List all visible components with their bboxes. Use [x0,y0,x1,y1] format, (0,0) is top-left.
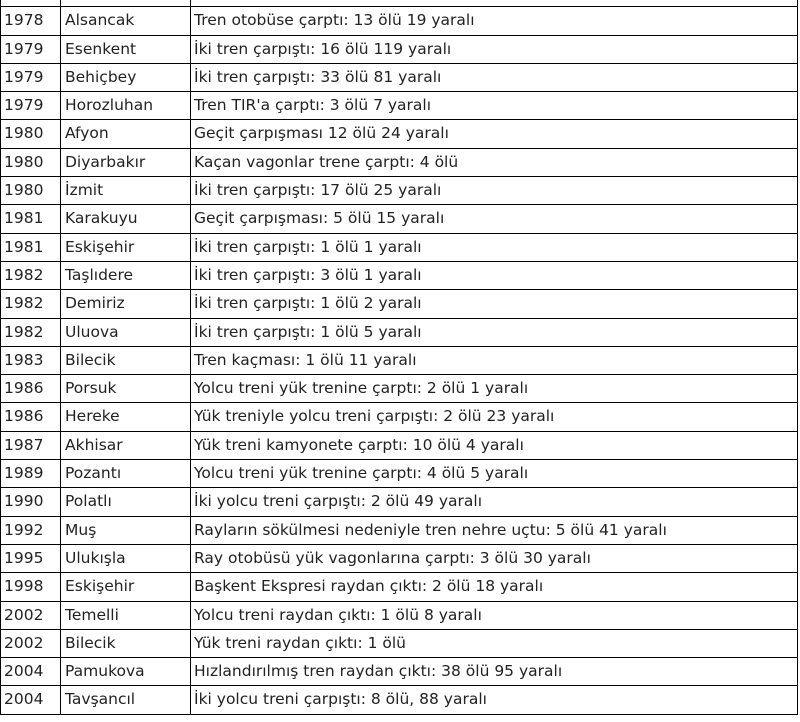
location-cell: Afyon [61,120,191,148]
event-cell: Başkent Ekspresi raydan çıktı: 2 ölü 18 yaralı [191,573,798,601]
location-cell: Bilecik [61,629,191,657]
table-row [1,488,798,516]
location-cell: Akhisar [61,431,191,459]
year-cell: 2004 [1,658,61,686]
event-cell: Yolcu treni yük trenine çarptı: 4 ölü 5 yaralı [191,460,798,488]
table-row [1,629,798,657]
table-row [1,120,798,148]
location-cell: Behiçbey [61,63,191,91]
year-cell: 1978 [1,7,61,35]
event-cell: Tren kaçması: 1 ölü 11 yaralı [191,346,798,374]
location-cell: İzmit [61,177,191,205]
year-cell: 2004 [1,686,61,714]
location-cell: Eskişehir [61,573,191,601]
table-row [1,573,798,601]
year-cell: 1979 [1,63,61,91]
table-row [1,601,798,629]
year-cell: 1981 [1,233,61,261]
year-cell: 1982 [1,318,61,346]
table-row [1,92,798,120]
event-cell: İki tren çarpıştı: 16 ölü 119 yaralı [191,35,798,63]
year-cell: 1992 [1,516,61,544]
event-cell: Yolcu treni yük trenine çarptı: 2 ölü 1 yaralı [191,375,798,403]
year-cell [1,0,61,7]
event-cell: Yük treniyle yolcu treni çarpıştı: 2 ölü 23 yaralı [191,403,798,431]
year-cell: 2002 [1,629,61,657]
table-row [1,375,798,403]
table-row [1,7,798,35]
event-cell: İki tren çarpıştı: 1 ölü 5 yaralı [191,318,798,346]
event-cell: Yük treni raydan çıktı: 1 ölü [191,629,798,657]
table-row [1,544,798,572]
table-body [1,0,798,714]
year-cell: 1982 [1,261,61,289]
location-cell: Bilecik [61,346,191,374]
event-cell: Tren otobüse çarptı: 13 ölü 19 yaralı [191,7,798,35]
table-row [1,658,798,686]
location-cell: Pozantı [61,460,191,488]
table-row [1,233,798,261]
year-cell: 1986 [1,403,61,431]
location-cell: Temelli [61,601,191,629]
event-cell: Rayların sökülmesi nedeniyle tren nehre uçtu: 5 ölü 41 yaralı [191,516,798,544]
year-cell: 1979 [1,92,61,120]
location-cell: Esenkent [61,35,191,63]
table-row [1,346,798,374]
event-cell: İki tren çarpıştı: 3 ölü 1 yaralı [191,261,798,289]
location-cell [61,0,191,7]
event-cell: Kaçan vagonlar trene çarptı: 4 ölü [191,148,798,176]
table-row [1,290,798,318]
year-cell: 1979 [1,35,61,63]
location-cell: Karakuyu [61,205,191,233]
location-cell: Tavşancıl [61,686,191,714]
location-cell: Alsancak [61,7,191,35]
table-row [1,63,798,91]
table-row [1,148,798,176]
location-cell: Horozluhan [61,92,191,120]
location-cell: Muş [61,516,191,544]
event-cell: Geçit çarpışması 12 ölü 24 yaralı [191,120,798,148]
table-row-partial [1,0,798,7]
location-cell: Porsuk [61,375,191,403]
year-cell: 1998 [1,573,61,601]
table-row [1,686,798,714]
event-cell: Geçit çarpışması: 5 ölü 15 yaralı [191,205,798,233]
year-cell: 1981 [1,205,61,233]
event-cell: İki tren çarpıştı: 1 ölü 1 yaralı [191,233,798,261]
location-cell: Ulukışla [61,544,191,572]
year-cell: 1980 [1,177,61,205]
location-cell: Eskişehir [61,233,191,261]
table-row [1,318,798,346]
year-cell: 1982 [1,290,61,318]
event-cell: Tren TIR'a çarptı: 3 ölü 7 yaralı [191,92,798,120]
year-cell: 1980 [1,148,61,176]
location-cell: Pamukova [61,658,191,686]
event-cell: İki tren çarpıştı: 17 ölü 25 yaralı [191,177,798,205]
event-cell: Ray otobüsü yük vagonlarına çarptı: 3 ölü 30 yaralı [191,544,798,572]
year-cell: 1980 [1,120,61,148]
event-cell [191,0,798,7]
location-cell: Uluova [61,318,191,346]
year-cell: 2002 [1,601,61,629]
table-row [1,431,798,459]
location-cell: Demiriz [61,290,191,318]
table-row [1,460,798,488]
table-row [1,261,798,289]
location-cell: Polatlı [61,488,191,516]
event-cell: İki tren çarpıştı: 1 ölü 2 yaralı [191,290,798,318]
event-cell: Hızlandırılmış tren raydan çıktı: 38 ölü 95 yaralı [191,658,798,686]
event-cell: Yük treni kamyonete çarptı: 10 ölü 4 yaralı [191,431,798,459]
location-cell: Taşlıdere [61,261,191,289]
year-cell: 1989 [1,460,61,488]
table-row [1,403,798,431]
location-cell: Diyarbakır [61,148,191,176]
event-cell: İki yolcu treni çarpıştı: 2 ölü 49 yaralı [191,488,798,516]
year-cell: 1987 [1,431,61,459]
table-row [1,516,798,544]
year-cell: 1995 [1,544,61,572]
event-cell: İki yolcu treni çarpıştı: 8 ölü, 88 yaralı [191,686,798,714]
year-cell: 1990 [1,488,61,516]
table-row [1,177,798,205]
location-cell: Hereke [61,403,191,431]
table-row [1,35,798,63]
year-cell: 1983 [1,346,61,374]
table-row [1,205,798,233]
event-cell: Yolcu treni raydan çıktı: 1 ölü 8 yaralı [191,601,798,629]
event-cell: İki tren çarpıştı: 33 ölü 81 yaralı [191,63,798,91]
year-cell: 1986 [1,375,61,403]
